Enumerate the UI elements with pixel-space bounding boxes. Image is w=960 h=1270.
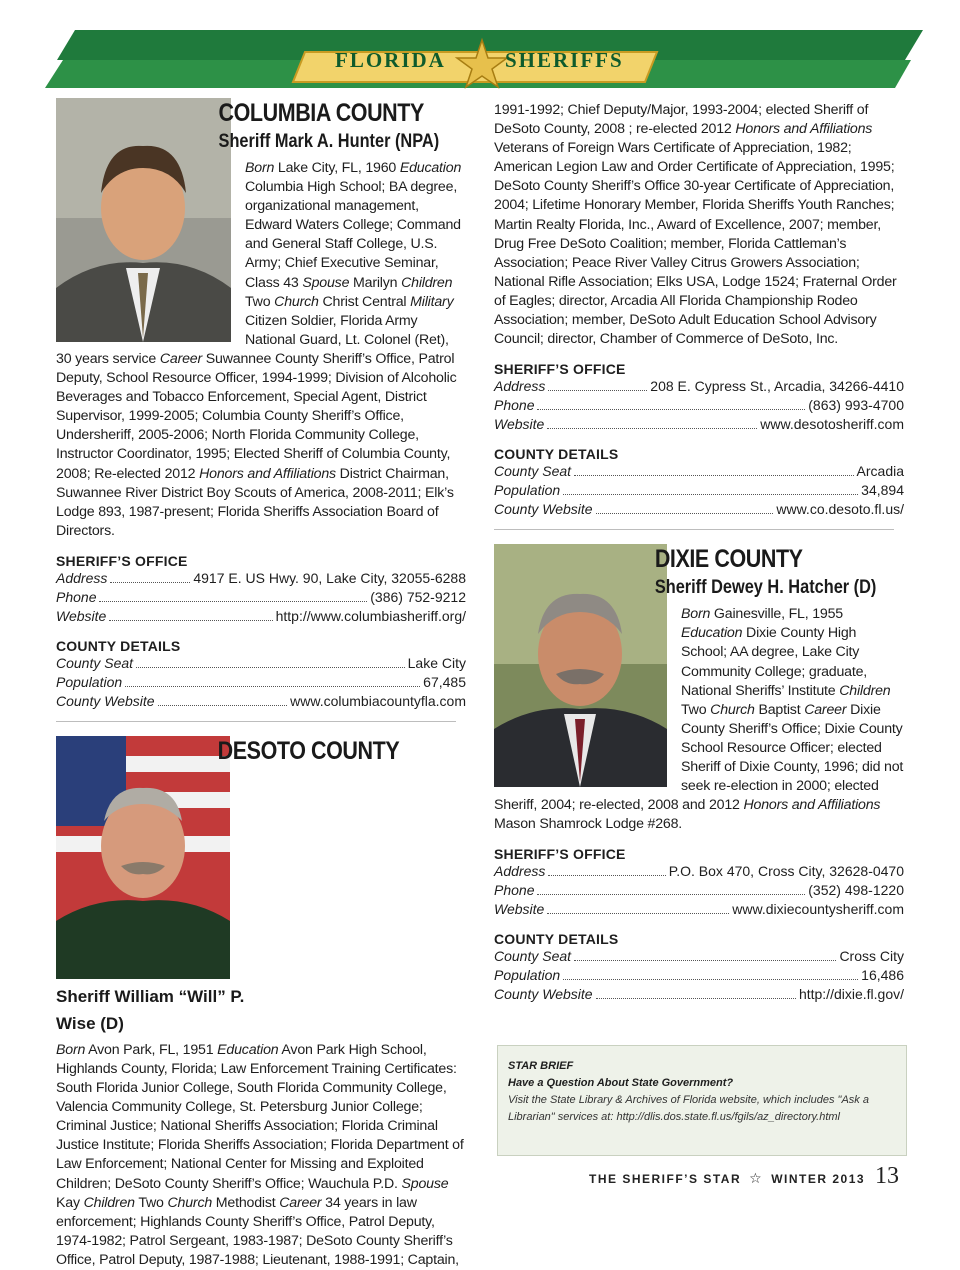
bio-label: Church [274,293,319,310]
bio-text: 1991-1992; Chief Deputy/Major, 1993-2004; elected Sheriff of DeSoto County, 2008 ; re-elected 2012 [494,102,869,138]
detail-row [56,673,466,692]
bio-text: Gainesville, FL, 1955 [710,606,843,623]
leader-dots [596,513,774,514]
bio-label: Honors and Affiliations [199,465,336,482]
detail-row [494,985,904,1004]
detail-row [494,481,904,500]
leader-dots [596,998,796,999]
header-banner [45,30,923,88]
detail-value: 67,485 [423,673,466,690]
bio-text: Baptist [754,701,805,718]
desoto-sheriff-name: Sheriff William “Will” P. Wise (D) [56,986,245,1033]
bio-text: Two [681,701,711,718]
desoto-office-heading: SHERIFF’S OFFICE [494,361,626,378]
leader-dots [125,686,420,687]
detail-label: Phone [494,882,535,899]
detail-value: www.co.desoto.fl.us/ [776,501,904,518]
bio-text: Dixie County High School; AA degree, Lake City Community College; graduate, National Sheriffs’ Institute [681,625,868,699]
detail-value: 34,894 [861,482,904,499]
detail-row [494,500,904,519]
bio-label: Career [804,701,847,718]
star-brief-box [497,1045,907,1156]
columbia-county-heading: COUNTY DETAILS [56,637,181,654]
bio-text: Columbia High School; BA degree, organizational management, Edward Waters College; Command and General Staff College, U.S. Army; Chief Executive Seminar, Class 43 [245,179,461,291]
footer-star-icon: ☆ [749,1170,764,1186]
detail-value: Arcadia [856,463,904,480]
star-brief-title: STAR BRIEF [508,1060,574,1072]
detail-value: Lake City [407,654,466,671]
dixie-county-title: DIXIE COUNTY [654,545,803,574]
divider [56,721,456,722]
detail-label: Address [56,569,108,586]
bio-text: Marilyn [349,274,402,291]
detail-label: County Seat [494,948,572,965]
detail-row [56,569,466,588]
columbia-sheriff-name: Sheriff Mark A. Hunter (NPA) [218,131,440,152]
bio-text: Suwannee County Sheriff’s Office, Patrol Deputy, School Resource Officer, 1994-1999; Division of Alcoholic Beverages and Tobacco Enforcement, Special Agent, District Supervisor, 1999-2005; Columbia County Sheriff’s Office, Undersheriff, 2005-2006; North Florida Community College, Instructor Coordinator, 1995; Elected Sheriff of Columbia County, 2008; Re-elected 2012 [56,350,457,482]
detail-row [56,692,466,711]
divider [494,529,894,530]
detail-row [56,654,466,673]
detail-label: County Seat [494,463,572,480]
bio-label: Education [681,625,743,642]
bio-text: Citizen Soldier, Florida Army National Guard, Lt. Colonel (Ret), 30 years service [56,312,449,367]
banner-sheriffs: SHERIFFS [505,48,624,72]
bio-text: Two [134,1194,168,1211]
bio-text: Avon Park, FL, 1951 [85,1041,218,1058]
bio-label: Spouse [401,1175,449,1192]
bio-label: Education [217,1041,279,1058]
detail-label: Website [494,416,545,433]
detail-value: www.dixiecountysheriff.com [732,901,904,918]
desoto-county-list [494,462,904,519]
leader-dots [158,705,288,706]
bio-text: Christ Central [318,293,411,310]
bio-text: Two [245,293,275,310]
bio-text: Kay [56,1194,84,1211]
page-number: 13 [875,1163,900,1189]
detail-value: 208 E. Cypress St., Arcadia, 34266-4410 [650,378,904,395]
detail-value: Cross City [839,948,904,965]
bio-text: 34 years in law enforcement; Highlands County Sheriff’s Office, Patrol Deputy, 1974-1982; Patrol Sergeant, 1983-1987; DeSoto County Sheriff’s Office, Patrol Deputy, 1987-1988; Lieutenant, 1988-1991; Captain, [56,1194,459,1268]
leader-dots [547,913,729,914]
columbia-office-list [56,569,466,626]
dixie-section [494,544,904,1004]
leader-dots [563,494,858,495]
bio-text: Veterans of Foreign Wars Certificate of Appreciation, 1982; American Legion Law and Order Certificate of Appreciation, 1995; DeSoto County Sheriff’s Office 30-year Certificate of Appreciation, 2004; Lifetime Honorary Member, Florida Sheriffs Youth Ranches; Martin Realty Florida, Inc., Award of Excellence, 2007; member, Drug Free DeSoto Coalition; member, Florida Cattleman’s Association; Peace River Valley Citrus Growers Association; National Rifle Association; Elks USA, Lodge 1524; Fraternal Order of Eagles; director, Arcadia All Florida Championship Rodeo Association; member, DeSoto Adult Education School Advisory Council; director, Chamber of Commerce of DeSoto, Inc. [494,140,897,348]
bio-label: Children [839,682,891,699]
bio-text: Methodist [212,1194,280,1211]
bio-label: Military [410,293,454,310]
detail-label: Phone [494,397,535,414]
banner-graphic [45,30,923,88]
footer-issue: WINTER 2013 [771,1172,866,1186]
bio-text: Lake City, FL, 1960 [274,160,400,176]
leader-dots [574,960,836,961]
bio-label: Born [56,1041,86,1058]
detail-label: County Seat [56,654,134,671]
leader-dots [548,390,647,391]
detail-row [494,462,904,481]
bio-text: District Chairman, Suwannee River District Boy Scouts of America, 2008-2011; Elk’s Lodge 893, 1987-present; Florida Sheriffs Association Board of Directors. [56,465,454,539]
desoto-section [56,736,466,1270]
desoto-county-heading: COUNTY DETAILS [494,446,619,463]
leader-dots [547,428,757,429]
detail-row [494,900,904,919]
left-column [56,98,466,1270]
detail-label: Phone [56,588,97,605]
dixie-office-list [494,862,904,919]
bio-label: Honors and Affiliations [743,797,881,814]
desoto-bio-continued [494,101,904,349]
star-brief-question: Have a Question About State Government? [508,1077,734,1089]
detail-row [494,881,904,900]
detail-value: 4917 E. US Hwy. 90, Lake City, 32055-6288 [193,569,466,586]
detail-label: Population [494,482,561,499]
detail-value: www.desotosheriff.com [760,416,904,433]
detail-label: Website [494,901,545,918]
detail-value: http://www.columbiasheriff.org/ [275,607,466,624]
bio-text: Avon Park High School, Highlands County, Florida; Law Enforcement Training Certificates: South Florida Junior College, South Florida Community College, Valencia Community College, St. Petersburg Junior College; Criminal Justice; National Sheriffs Association; Florida Criminal Justice Institute; Florida Sheriffs Association; Florida Department of Law Enforcement; National Center for Missing and Exploited Children; DeSoto County Sheriff’s Office; Wauchula P.D. [56,1041,464,1192]
detail-row [494,415,904,434]
bio-label: Spouse [302,274,350,291]
leader-dots [110,582,190,583]
bio-label: Church [710,701,755,718]
detail-label: Population [56,673,123,690]
star-brief-text: Visit the State Library & Archives of Florida website, which includes "Ask a Librarian" services at: http://dlis.dos.state.fl.us/fgils/az_directory.html [508,1094,869,1123]
detail-row [494,377,904,396]
detail-label: County Website [494,501,593,518]
leader-dots [574,475,853,476]
bio-label: Career [279,1194,322,1211]
detail-value: (386) 752-9212 [370,588,466,605]
desoto-sheriff-photo [56,736,230,979]
leader-dots [548,875,665,876]
right-column [494,101,904,1004]
detail-value: www.columbiacountyfla.com [290,692,466,709]
detail-label: County Website [56,692,155,709]
leader-dots [136,667,405,668]
detail-row [56,588,466,607]
bio-label: Education [399,160,462,176]
dixie-office-heading: SHERIFF’S OFFICE [494,846,626,863]
leader-dots [99,601,367,602]
leader-dots [563,979,858,980]
leader-dots [537,409,805,410]
bio-label: Church [167,1194,213,1211]
dixie-sheriff-name: Sheriff Dewey H. Hatcher (D) [654,577,877,599]
columbia-section [56,98,466,711]
page-footer [589,1163,899,1190]
columbia-county-title: COLUMBIA COUNTY [218,99,424,127]
detail-value: P.O. Box 470, Cross City, 32628-0470 [668,863,904,880]
bio-label: Born [681,606,711,623]
leader-dots [537,894,805,895]
detail-row [494,396,904,415]
bio-label: Children [83,1194,135,1211]
footer-publication: THE SHERIFF’S STAR [589,1172,742,1186]
detail-row [56,607,466,626]
detail-value: 16,486 [861,967,904,984]
bio-text: Dixie County Sheriff’s Office; Dixie County School Resource Officer; elected Sheriff of Dixie County, 1996; did not seek re-election in 2000; elected Sheriff, 2004; re-elected, 2008 and 2012 [494,701,904,814]
detail-label: County Website [494,986,593,1003]
bio-label: Honors and Affiliations [735,121,873,138]
bio-text: Mason Shamrock Lodge #268. [494,816,683,833]
detail-label: Address [494,378,546,395]
columbia-county-list [56,654,466,711]
detail-value: (352) 498-1220 [808,882,904,899]
desoto-office-list [494,377,904,434]
detail-value: (863) 993-4700 [808,397,904,414]
dixie-county-heading: COUNTY DETAILS [494,931,619,948]
detail-label: Website [56,607,107,624]
bio-label: Career [159,350,203,367]
leader-dots [109,620,272,621]
bio-label: Children [401,274,453,291]
detail-row [494,862,904,881]
detail-value: http://dixie.fl.gov/ [798,986,904,1003]
bio-label: Born [245,160,275,176]
desoto-bio [56,1041,466,1270]
columbia-office-heading: SHERIFF’S OFFICE [56,552,188,569]
detail-label: Address [494,863,546,880]
dixie-county-list [494,947,904,1004]
detail-row [494,947,904,966]
detail-label: Population [494,967,561,984]
banner-florida: FLORIDA [335,48,446,72]
detail-row [494,966,904,985]
desoto-county-title: DESOTO COUNTY [217,736,400,765]
